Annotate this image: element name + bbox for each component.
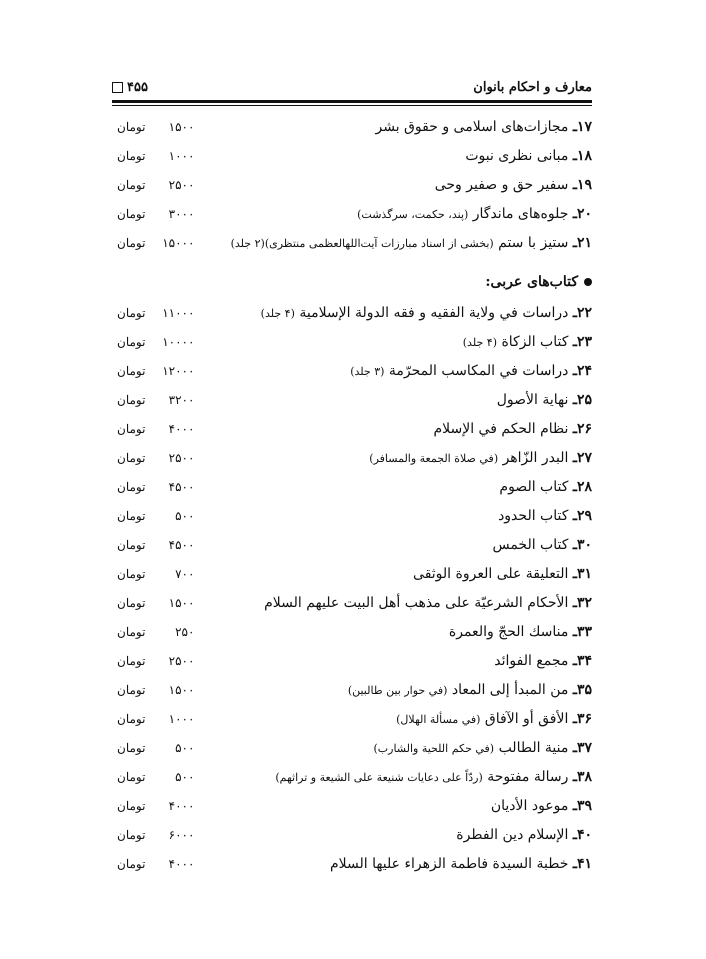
book-row [112,146,592,170]
book-title [435,177,592,193]
book-name: الأحكام الشرعيّة على مذهب أهل البيت علیهم السلام [264,595,569,611]
book-number: ۳۲ـ [572,595,592,611]
price-unit: تومان [117,306,146,320]
book-name: سفیر حق و صفیر وحی [434,177,569,193]
header-rule-thick [112,100,592,103]
book-title [491,798,592,814]
book-name: نهاية الأصول [496,392,569,408]
book-price [117,770,194,784]
book-price [117,654,194,668]
book-name: البدر الزّاهر [502,450,569,466]
book-row [112,390,592,414]
book-row [112,117,592,141]
book-price [117,683,194,697]
book-price [117,625,194,639]
book-price [117,236,194,250]
book-name: ستیز با ستم [498,235,569,251]
price-unit: تومان [117,509,146,523]
book-name: دراسات في ولاية الفقيه و فقه الدولة الإسلامية [299,305,569,321]
book-price [117,741,194,755]
page-number: ۴۵۵ [127,80,148,95]
book-title [463,334,592,350]
price-unit: تومان [117,120,146,134]
book-price [117,364,194,378]
book-row [112,204,592,228]
book-price [117,509,194,523]
section-heading [485,274,592,290]
book-title [465,148,592,164]
price-amount: ۴۵۰۰ [168,480,195,494]
book-row [112,419,592,443]
price-amount: ۲۵۰ [175,625,195,639]
book-title [261,305,592,321]
book-title [330,856,592,872]
book-number: ۱۹ـ [572,177,592,193]
price-unit: تومان [117,625,146,639]
book-price [117,451,194,465]
book-name: من المبدأ إلى المعاد [451,682,569,698]
book-name: التعليقة على العروة الوثقى [413,566,569,582]
book-number: ۳۴ـ [572,653,592,669]
book-name: كتاب الزكاة [501,334,569,350]
price-amount: ۱۰۰۰ [168,712,195,726]
price-unit: تومان [117,480,146,494]
price-amount: ۴۰۰۰ [168,799,195,813]
price-amount: ۴۵۰۰ [168,538,195,552]
book-note: (۴ جلد) [260,307,295,320]
book-number: ۳۸ـ [572,769,592,785]
book-row [112,233,592,257]
price-unit: تومان [117,364,146,378]
price-unit: تومان [117,857,146,871]
header-page-number [112,80,148,95]
price-amount: ۴۰۰۰ [168,422,195,436]
book-price [117,149,194,163]
price-unit: تومان [117,178,146,192]
price-amount: ۱۵۰۰ [168,596,195,610]
book-row [112,593,592,617]
book-row [112,622,592,646]
header-title: معارف و احکام بانوان [473,80,592,95]
running-header [112,80,592,100]
price-unit: تومان [117,654,146,668]
book-title [498,508,592,524]
book-number: ۱۷ـ [572,119,592,135]
book-title [413,566,592,582]
book-number: ۳۳ـ [572,624,592,640]
price-amount: ۳۲۰۰ [168,393,195,407]
book-number: ۳۶ـ [572,711,592,727]
book-row [112,738,592,762]
book-row [112,796,592,820]
book-row [112,175,592,199]
book-price [117,422,194,436]
book-number: ۳۹ـ [572,798,592,814]
book-note: (بخشی از اسناد مبارزات آیت‌اللهالعظمی منتظری)(۲ جلد) [230,237,494,250]
book-name: كتاب الصوم [499,479,569,495]
price-unit: تومان [117,770,146,784]
book-row [112,448,592,472]
price-unit: تومان [117,335,146,349]
book-title [376,119,593,135]
book-note: (في صلاة الجمعة والمسافر) [369,452,499,465]
book-name: مبانی نظری نبوت [465,148,569,164]
price-amount: ۱۲۰۰۰ [162,364,195,378]
book-title [396,711,592,727]
price-amount: ۵۰۰ [175,741,195,755]
book-title [231,235,592,251]
price-amount: ۱۰۰۰ [168,149,195,163]
book-number: ۲۹ـ [572,508,592,524]
book-number: ۴۱ـ [572,856,592,872]
square-icon [112,82,123,93]
book-row [112,361,592,385]
book-name: موعود الأديان [490,798,569,814]
book-name: كتاب الحدود [498,508,569,524]
price-amount: ۴۰۰۰ [168,857,195,871]
book-number: ۲۴ـ [572,363,592,379]
book-note: (في حوار بين طالبين) [347,684,448,697]
book-price [117,306,194,320]
book-title [492,537,592,553]
book-title [494,653,592,669]
price-amount: ۲۵۰۰ [168,451,195,465]
book-price [117,828,194,842]
price-unit: تومان [117,451,146,465]
price-amount: ۷۰۰ [175,567,195,581]
price-unit: تومان [117,741,146,755]
book-row [112,506,592,530]
price-amount: ۵۰۰ [175,509,195,523]
book-name: خطبة السيدة فاطمة الزهراء علیها السلام [329,856,569,872]
book-note: (۴ جلد) [462,336,497,349]
book-price [117,178,194,192]
book-number: ۲۶ـ [572,421,592,437]
book-name: جلوه‌های ماندگار [472,206,569,222]
book-title [369,450,592,466]
book-title [275,769,592,785]
book-price [117,538,194,552]
book-name: دراسات في المكاسب المحرّمة [388,363,569,379]
book-row [112,303,592,327]
price-unit: تومان [117,712,146,726]
book-row [112,564,592,588]
book-note: (پند، حکمت، سرگذشت) [357,208,469,221]
price-unit: تومان [117,538,146,552]
book-row [112,477,592,501]
book-name: كتاب الخمس [492,537,569,553]
price-unit: تومان [117,236,146,250]
price-amount: ۵۰۰ [175,770,195,784]
price-amount: ۲۵۰۰ [168,654,195,668]
book-number: ۲۰ـ [572,206,592,222]
book-title [350,363,592,379]
book-price [117,207,194,221]
book-row [112,767,592,791]
book-title [357,206,592,222]
price-amount: ۱۱۰۰۰ [162,306,195,320]
price-unit: تومان [117,799,146,813]
book-title [449,624,592,640]
book-number: ۲۳ـ [572,334,592,350]
section-title: کتاب‌های عربی: [485,274,578,290]
book-row [112,825,592,849]
book-price [117,480,194,494]
book-number: ۲۸ـ [572,479,592,495]
book-price [117,857,194,871]
book-title [499,479,592,495]
book-title [264,595,592,611]
price-amount: ۲۵۰۰ [168,178,195,192]
book-number: ۳۱ـ [572,566,592,582]
book-name: مناسك الحجّ والعمرة [448,624,569,640]
book-number: ۳۷ـ [572,740,592,756]
book-title [433,421,592,437]
price-amount: ۱۵۰۰ [168,120,195,134]
book-note: (في مسألة الهلال) [396,713,481,726]
price-unit: تومان [117,393,146,407]
price-amount: ۶۰۰۰ [168,828,195,842]
book-row [112,651,592,675]
book-title [373,740,592,756]
book-price [117,393,194,407]
price-unit: تومان [117,683,146,697]
price-unit: تومان [117,207,146,221]
price-amount: ۳۰۰۰ [168,207,195,221]
book-title [497,392,592,408]
book-number: ۲۵ـ [572,392,592,408]
book-note: (۳ جلد) [350,365,385,378]
book-price [117,120,194,134]
book-name: الإسلام دين الفطرة [456,827,569,843]
book-name: رسالة مفتوحة [487,769,569,785]
book-number: ۲۱ـ [572,235,592,251]
book-name: مجمع الفوائد [494,653,569,669]
book-name: مجازات‌های اسلامی و حقوق بشر [375,119,569,135]
book-note: (في حكم اللحية والشارب) [373,742,495,755]
book-number: ۲۲ـ [572,305,592,321]
book-price [117,596,194,610]
price-unit: تومان [117,567,146,581]
book-number: ۳۵ـ [572,682,592,698]
price-amount: ۱۵۰۰۰ [162,236,195,250]
book-row [112,854,592,878]
book-row [112,332,592,356]
book-row [112,680,592,704]
book-name: الأفق أو الآفاق [484,711,569,727]
book-title [456,827,592,843]
book-price [117,712,194,726]
book-note: (ردّاً على دعايات شنيعة على الشيعة و تراثهم) [275,771,483,784]
book-price [117,335,194,349]
book-name: منية الطالب [498,740,569,756]
header-rule-thin [112,105,592,106]
book-number: ۴۰ـ [572,827,592,843]
price-amount: ۱۵۰۰ [168,683,195,697]
book-price [117,799,194,813]
book-row [112,709,592,733]
book-number: ۳۰ـ [572,537,592,553]
book-price [117,567,194,581]
bullet-icon [584,278,592,286]
price-unit: تومان [117,596,146,610]
price-unit: تومان [117,422,146,436]
book-number: ۱۸ـ [572,148,592,164]
book-number: ۲۷ـ [572,450,592,466]
book-title [348,682,592,698]
book-name: نظام الحكم في الإسلام [433,421,569,437]
price-unit: تومان [117,149,146,163]
price-amount: ۱۰۰۰۰ [162,335,195,349]
book-row [112,535,592,559]
price-unit: تومان [117,828,146,842]
